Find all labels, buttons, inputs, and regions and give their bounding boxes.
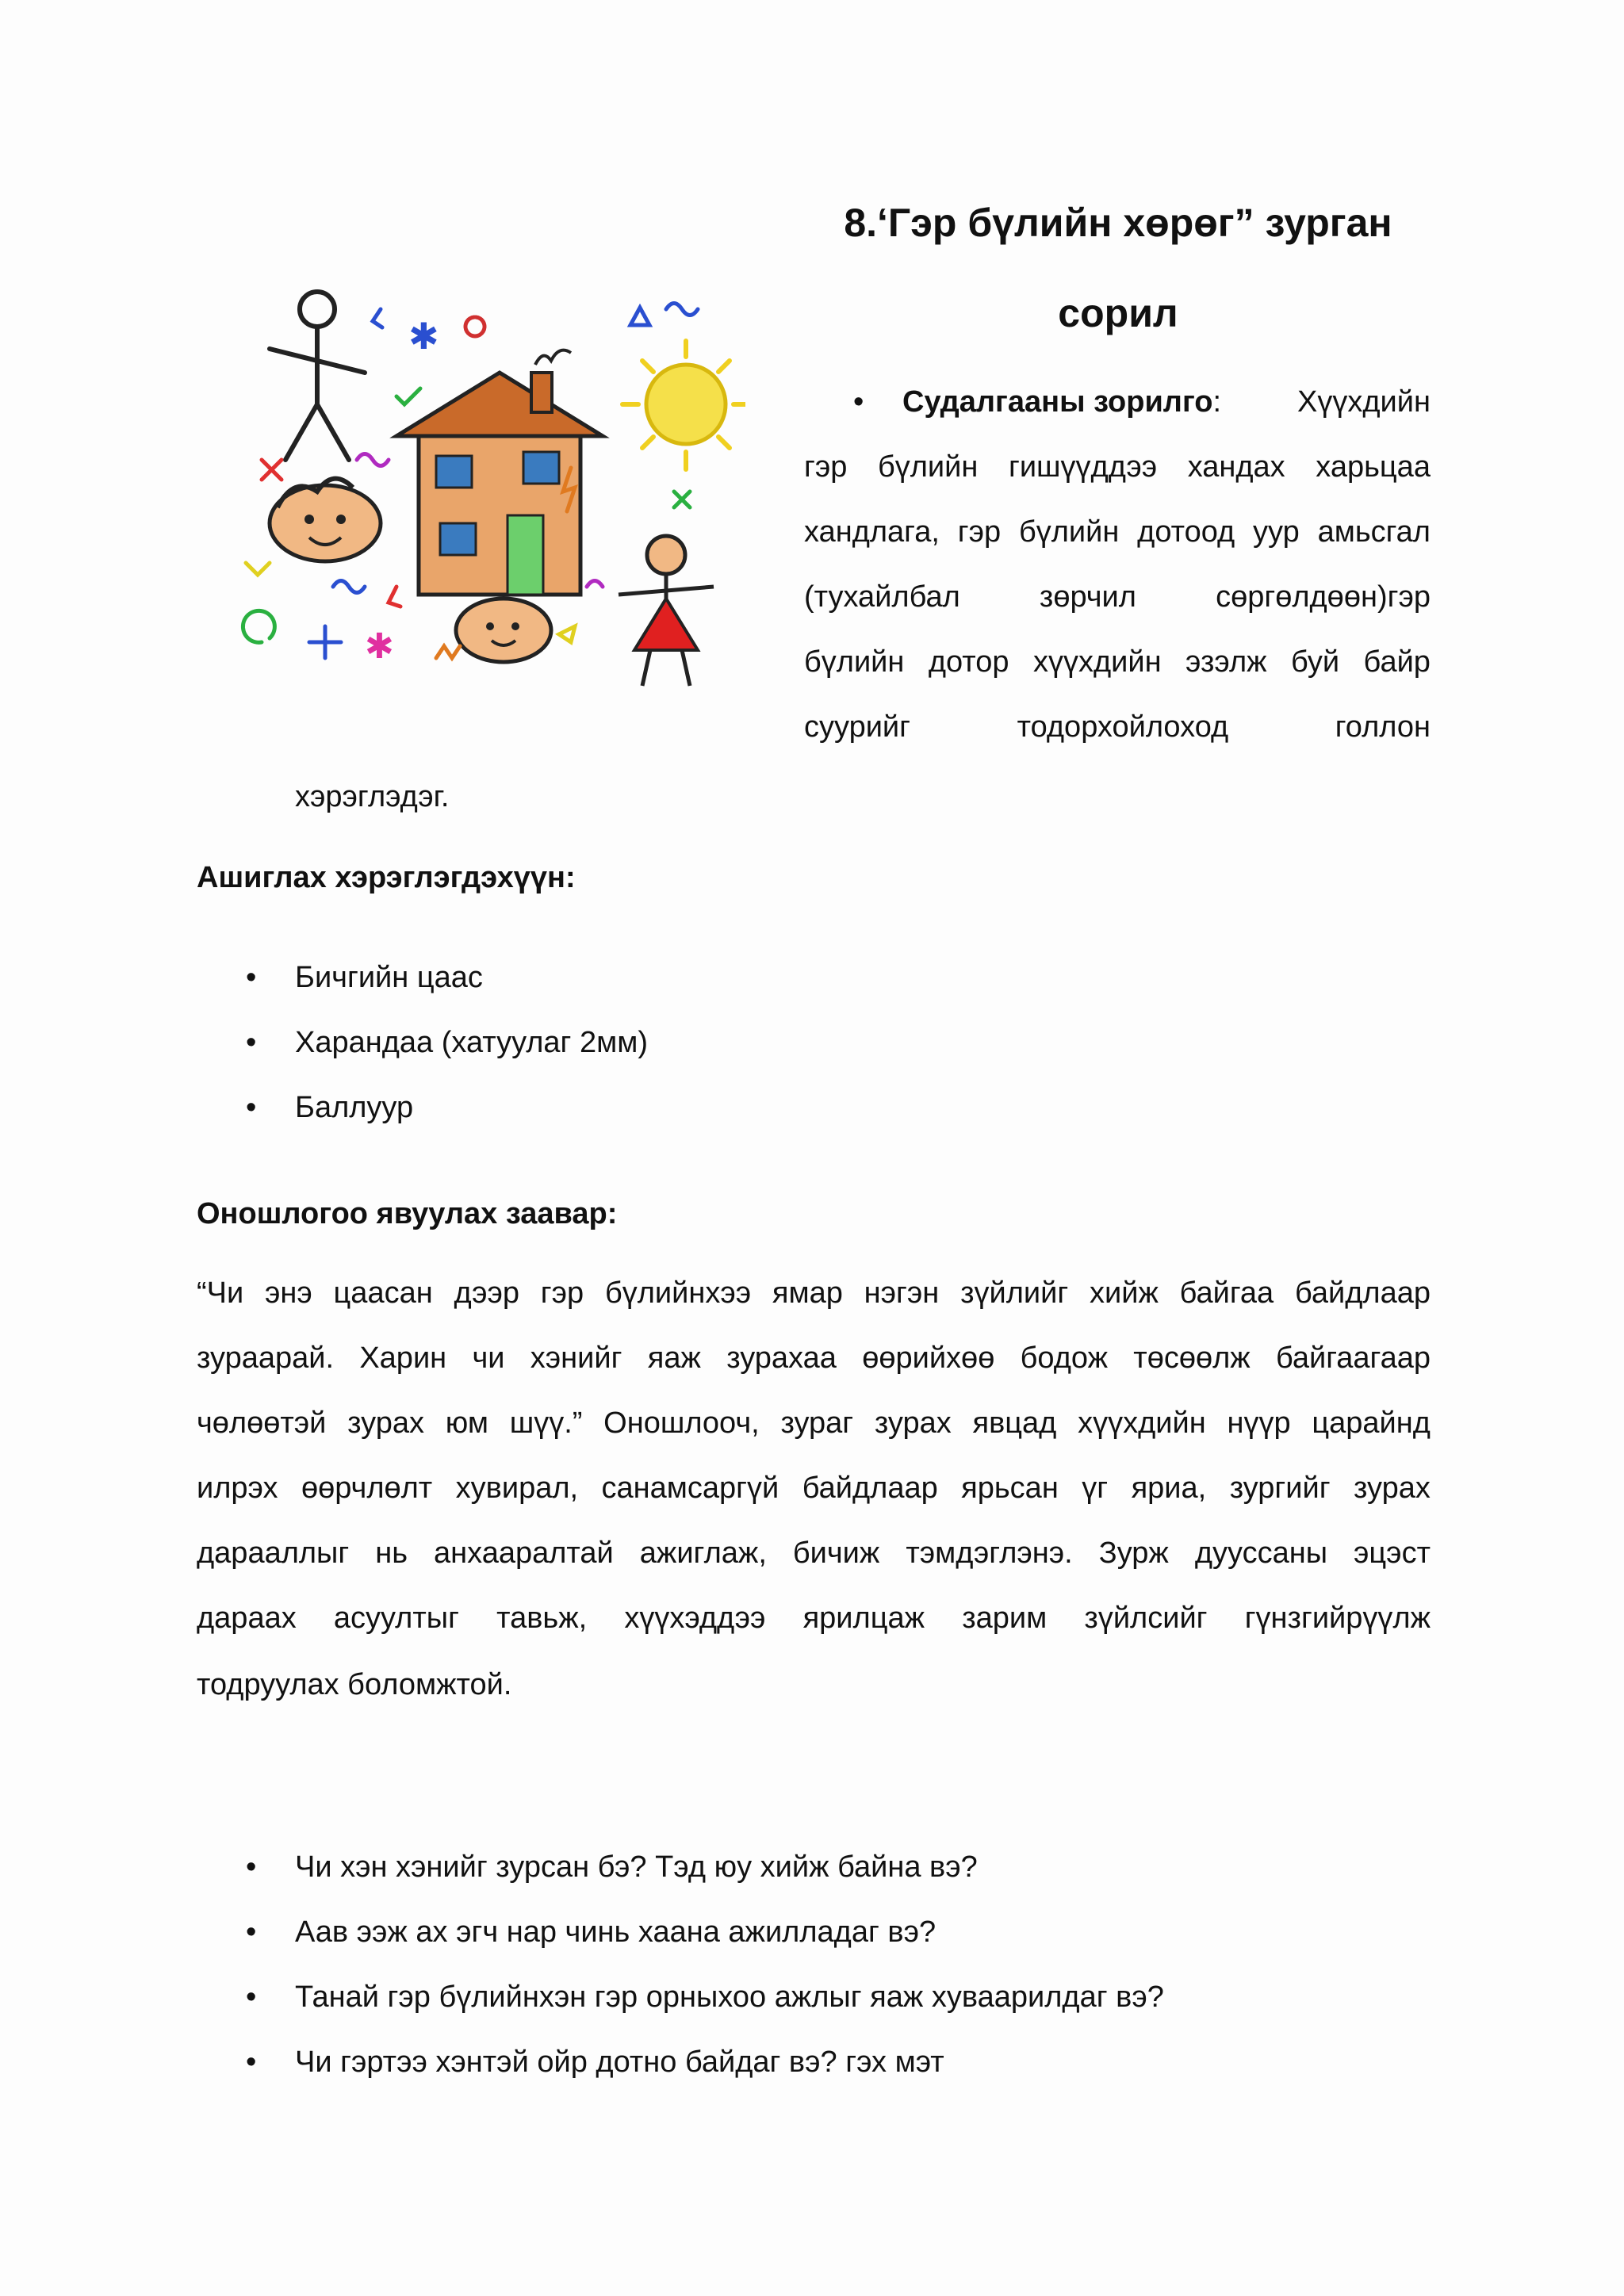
purpose-line-5: бүлийн дотор хүүхдийн эзэлж буй байр: [804, 645, 1431, 679]
boy-face-figure: [270, 479, 381, 561]
list-item: • Харандаа (хатуулаг 2мм): [246, 1026, 649, 1059]
purpose-bullet: •: [853, 385, 864, 419]
word: энэ: [265, 1276, 312, 1310]
purpose-line-3: хандлага, гэр бүлийн дотоод уур амьсгал: [804, 515, 1431, 549]
instructions-line: [197, 1471, 1431, 1506]
list-item: • Танай гэр бүлийнхэн гэр орныхоо ажлыг яаж хуваарилдаг вэ?: [246, 1980, 1164, 2014]
stick-man-figure: [270, 292, 365, 460]
word: цаасан: [333, 1276, 433, 1310]
instructions-line: [197, 1601, 1431, 1636]
word: дараах: [197, 1601, 297, 1635]
word: илрэх: [197, 1471, 278, 1505]
word: царайнд: [1312, 1406, 1431, 1440]
word: хувирал,: [455, 1471, 579, 1505]
list-item: • Чи гэртээ хэнтэй ойр дотно байдаг вэ? гэх мэт: [246, 2045, 944, 2079]
word: Оношлооч,: [603, 1406, 760, 1440]
svg-text:✱: ✱: [408, 316, 439, 357]
list-item: • Баллуур: [246, 1091, 414, 1124]
word: зүйлсийг: [1084, 1601, 1208, 1635]
word: зурахаа: [726, 1341, 837, 1375]
word: өөрийхөө: [862, 1341, 995, 1375]
title-line-1: 8.‘Гэр бүлийн хөрөг” зурган: [844, 201, 1392, 245]
sun-figure: [622, 341, 745, 469]
word: үг: [1082, 1471, 1109, 1505]
word: эцэст: [1354, 1536, 1431, 1570]
word: дарааллыг: [197, 1536, 350, 1570]
word: гүнзгийрүүлж: [1244, 1601, 1431, 1635]
word: Харин: [359, 1341, 447, 1375]
purpose-line-4: (тухайлбал зөрчил сөргөлдөөн)гэр: [804, 580, 1431, 614]
word: бодож: [1020, 1341, 1108, 1375]
word: дээр: [454, 1276, 519, 1310]
word: байгаа: [1179, 1276, 1274, 1310]
word: анхааралтай: [434, 1536, 614, 1570]
word: зурах: [1354, 1471, 1431, 1505]
word: гэр: [540, 1276, 584, 1310]
purpose-line-7: хэрэглэдэг.: [295, 780, 450, 813]
word: Зурж: [1098, 1536, 1169, 1570]
baby-face-figure: [456, 599, 551, 662]
list-item: • Бичгийн цаас: [246, 961, 483, 994]
word: хийж: [1089, 1276, 1159, 1310]
word: “Чи: [197, 1276, 244, 1310]
word: ярьсан: [961, 1471, 1059, 1505]
family-drawing-illustration: [238, 285, 745, 698]
list-item: • Аав ээж ах эгч нар чинь хаана ажилладаг вэ?: [246, 1915, 936, 1949]
word: яаж: [647, 1341, 701, 1375]
word: зурах: [347, 1406, 424, 1440]
instructions-line: [197, 1276, 1431, 1311]
word: байдлаар: [1294, 1276, 1431, 1310]
instructions-line: [197, 1341, 1431, 1376]
word: дууссаны: [1194, 1536, 1328, 1570]
word: төсөөлж: [1133, 1341, 1251, 1375]
word: чөлөөтэй: [197, 1406, 327, 1440]
word: байгаагаар: [1276, 1341, 1431, 1375]
word: хүүхэддээ: [624, 1601, 766, 1635]
word: яриа,: [1131, 1471, 1207, 1505]
purpose-line-2: гэр бүлийн гишүүддээ хандах харьцаа: [804, 450, 1431, 484]
word: бичиж: [792, 1536, 880, 1570]
word: зураарай.: [197, 1341, 335, 1375]
word: нүүр: [1227, 1406, 1291, 1440]
word: ажиглаж,: [639, 1536, 767, 1570]
materials-heading: Ашиглах хэрэглэгдэхүүн:: [197, 861, 576, 894]
word: тавьж,: [496, 1601, 588, 1635]
word: зургийг: [1229, 1471, 1331, 1505]
word: зүйлийг: [960, 1276, 1069, 1310]
instructions-line: [197, 1536, 1431, 1571]
word: зураг: [780, 1406, 854, 1440]
purpose-line-1: Судалгааны зорилго: Хүүхдийн: [902, 385, 1431, 419]
stick-girl-figure: [619, 536, 714, 686]
word: байдлаар: [802, 1471, 938, 1505]
purpose-line-6: суурийг тодорхойлоход голлон: [804, 710, 1431, 744]
list-item: • Чи хэн хэнийг зурсан бэ? Тэд юу хийж байна вэ?: [246, 1850, 978, 1884]
word: зурах: [874, 1406, 952, 1440]
word: зарим: [962, 1601, 1048, 1635]
word: санамсаргүй: [601, 1471, 779, 1505]
word: явцад: [972, 1406, 1057, 1440]
instructions-heading: Оношлогоо явуулах заавар:: [197, 1197, 618, 1230]
word: нэгэн: [864, 1276, 940, 1310]
house-figure: [396, 350, 603, 595]
word: ярилцаж: [802, 1601, 925, 1635]
instructions-line: [197, 1406, 1431, 1441]
instructions-last-line: тодруулах боломжтой.: [197, 1668, 512, 1701]
purpose-label: Судалгааны зорилго: [902, 385, 1213, 419]
word: бүлийнхээ: [604, 1276, 752, 1310]
word: нь: [375, 1536, 408, 1570]
word: тэмдэглэнэ.: [906, 1536, 1073, 1570]
word: хүүхдийн: [1078, 1406, 1206, 1440]
word: хэнийг: [530, 1341, 622, 1375]
title-line-2: сорил: [1058, 291, 1178, 335]
word: асуултыг: [333, 1601, 459, 1635]
word: ямар: [772, 1276, 843, 1310]
word: чи: [472, 1341, 505, 1375]
svg-text:✱: ✱: [365, 627, 394, 666]
word: өөрчлөлт: [301, 1471, 433, 1505]
word: юм: [445, 1406, 488, 1440]
word: шүү.”: [509, 1406, 583, 1440]
